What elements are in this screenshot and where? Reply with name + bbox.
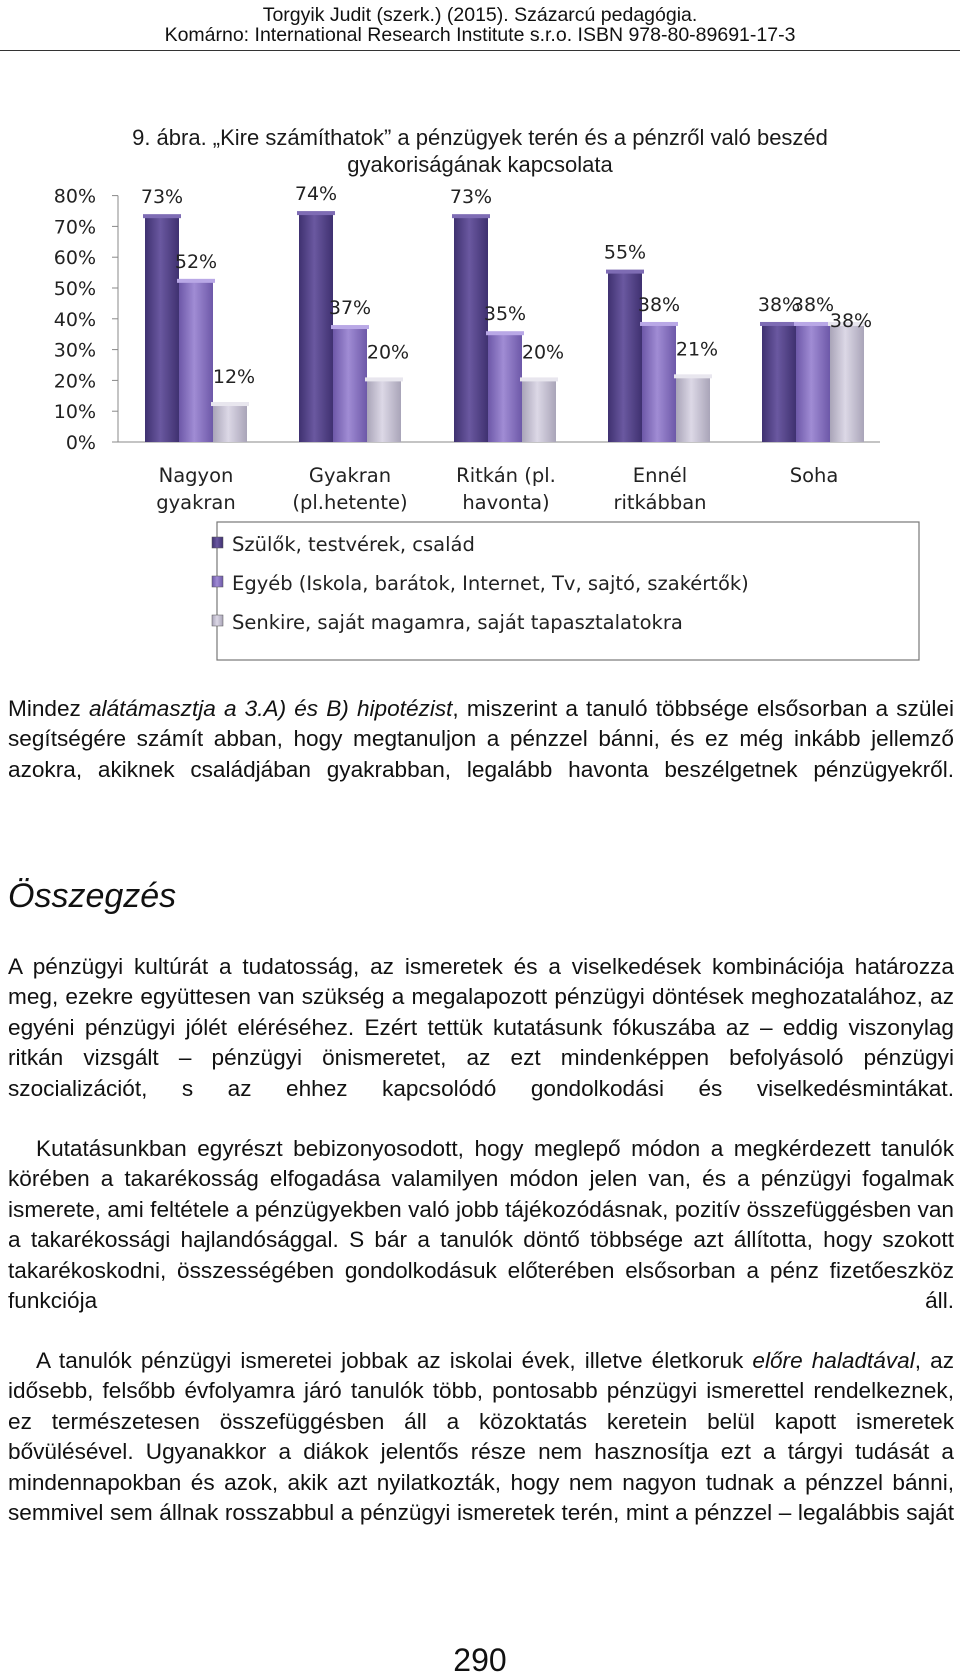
data-label: 74% — [294, 183, 338, 206]
category-label: Gyakran — [308, 464, 392, 487]
data-label: 52% — [174, 250, 218, 273]
data-label: 38% — [637, 293, 681, 316]
category-label: Soha — [789, 464, 839, 487]
category-label: Ritkán (pl. — [456, 464, 556, 487]
bar-2 — [333, 328, 367, 442]
bar-top-cap — [606, 270, 644, 274]
category-label: havonta) — [462, 491, 550, 514]
bar-top-cap — [211, 402, 249, 406]
running-header-publisher: Komárno: International Research Institute s.r.o. ISBN 978-80-89691-17-3 — [164, 24, 796, 46]
legend-entry: Egyéb (Iskola, barátok, Internet, Tv, sajtó, szakértők) — [232, 572, 749, 595]
bar-top-cap — [794, 322, 832, 326]
data-label: 38% — [757, 293, 801, 316]
paragraph-summary-2: Kutatásunkban egyrészt bebizonyosodott, hogy meglepő módon a megkérdezett tanulók körében a takarékosság elfogadása valamilyen módon jelen van, és a pénzügyi fogalmak ismerete, ami feltétele a pénzügyekben való jobb tájékozódásnak, pozitív összefüggésben van a takarékossági hajlandósággal. S bár a tanulók döntő többsége azt állította, hogy szokott takarékoskodni, összességében gondolkodásuk előterében elsősorban a pénz fizetőeszköz funkciója áll. — [8, 1136, 954, 1314]
category-label: (pl.hetente) — [292, 491, 408, 514]
data-label: 20% — [366, 341, 410, 364]
bar-top-cap — [486, 331, 524, 335]
category-label: gyakran — [156, 491, 236, 514]
page-number: 290 — [453, 1642, 507, 1678]
y-tick-label: 0% — [65, 432, 96, 454]
bar-top-cap — [365, 377, 403, 381]
p4-run-2: , az idősebb, felsőbb évfolyamra járó tanulók több, pontosabb pénzügyi ismerettel rendelkeznek, ez természetesen összefüggésben áll a közoktatás keretein belül kapott ismeretek bővülésével. Ugyanakkor a diákok jelentős része nem hasznosítja ezt a tárgyi tudását a mindennapokban és azok, akik azt nyilatkozták, hogy nem nagyon tudnak a pénzzel bánni, semmivel sem állnak rosszabbul a pénzügyi ismeretek terén, mint a pénzzel – legalábbis saját — [8, 1348, 954, 1526]
data-label: 38% — [829, 309, 873, 332]
category-label: Ennél — [632, 464, 688, 487]
legend-swatch — [212, 537, 223, 548]
y-tick-label: 80% — [53, 185, 96, 208]
bar-top-cap — [760, 322, 798, 326]
y-tick-label: 50% — [53, 278, 96, 300]
section-title-summary: Összegzés — [8, 877, 177, 915]
y-tick-label: 70% — [53, 216, 96, 239]
p1-run-0: Mindez — [8, 696, 89, 721]
bar-top-cap — [452, 214, 490, 218]
running-header-citation: Torgyik Judit (szerk.) (2015). Százarcú pedagógia. — [262, 4, 698, 26]
p4-run-1: előre haladtával — [752, 1348, 915, 1373]
figure-title-line-2: gyakoriságának kapcsolata — [347, 152, 613, 177]
y-tick-label: 10% — [53, 401, 96, 424]
y-tick-label: 40% — [53, 308, 96, 331]
bar-2 — [488, 334, 522, 442]
bar-chart — [0, 0, 960, 680]
paragraph-summary-3 — [8, 1346, 954, 1528]
bar-top-cap — [331, 325, 369, 329]
y-tick-label: 20% — [53, 370, 96, 393]
bar-3 — [367, 380, 401, 442]
paragraph-summary-1: A pénzügyi kultúrát a tudatosság, az ismeretek és a viselkedések kombinációja határozza meg, ezekre együttesen van szükség a megalapozott pénzügyi döntések meghozatalához, az egyéni pénzügyi jólét eléréséhez. Ezért tettük kutatásunk fókuszába az – eddig viszonylag ritkán vizsgált – pénzügyi önismeretet, az ezt mindenképpen befolyásoló pénzügyi szocializációt, s az ehhez kapcsolódó gondolkodási és viselkedésmintákat. — [8, 954, 954, 1101]
bar-top-cap — [143, 214, 181, 218]
bar-3 — [213, 405, 247, 442]
p1-run-2: , miszerint a tanuló többsége elsősorban a szülei segítségére számít abban, hogy megtanuljon a pénzzel bánni, és ez még inkább jellemző azokra, akiknek családjában gyakrabban, legalább havonta beszélgetnek pénzügyekről. — [8, 696, 954, 782]
data-label: 21% — [675, 338, 719, 361]
legend-entry: Senkire, saját magamra, saját tapasztalatokra — [232, 611, 683, 634]
data-label: 55% — [603, 241, 647, 264]
y-tick-label: 30% — [53, 339, 96, 362]
bar-1 — [299, 214, 333, 442]
data-label: 20% — [521, 341, 565, 364]
bar-2 — [179, 282, 213, 442]
data-label: 37% — [328, 297, 372, 320]
legend-entry: Szülők, testvérek, család — [232, 533, 475, 556]
bar-top-cap — [520, 377, 558, 381]
data-label: 35% — [483, 303, 527, 326]
data-label: 73% — [449, 186, 493, 209]
paragraph-hypothesis — [8, 694, 954, 785]
bar-top-cap — [177, 279, 215, 283]
bar-1 — [762, 325, 796, 442]
data-label: 12% — [212, 366, 256, 389]
figure-title-line-1: 9. ábra. „Kire számíthatok” a pénzügyek terén és a pénzről való beszéd — [132, 125, 828, 150]
bar-3 — [522, 380, 556, 442]
p1-run-1: alátámasztja a 3.A) és B) hipotézist — [88, 696, 453, 721]
y-tick-label: 60% — [53, 247, 96, 270]
data-label: 73% — [140, 186, 184, 209]
legend-swatch — [212, 576, 223, 587]
category-label: ritkábban — [613, 491, 707, 514]
bar-3 — [830, 325, 864, 442]
p4-run-0: A tanulók pénzügyi ismeretei jobbak az iskolai évek, illetve életkoruk — [36, 1348, 753, 1373]
bar-2 — [796, 325, 830, 442]
bar-1 — [454, 217, 488, 442]
bar-top-cap — [674, 374, 712, 378]
bar-top-cap — [297, 211, 335, 215]
legend-swatch — [212, 615, 223, 626]
bar-3 — [676, 377, 710, 442]
category-label: Nagyon — [158, 464, 234, 487]
bar-top-cap — [640, 322, 678, 326]
bar-2 — [642, 325, 676, 442]
data-label: 38% — [791, 293, 835, 316]
